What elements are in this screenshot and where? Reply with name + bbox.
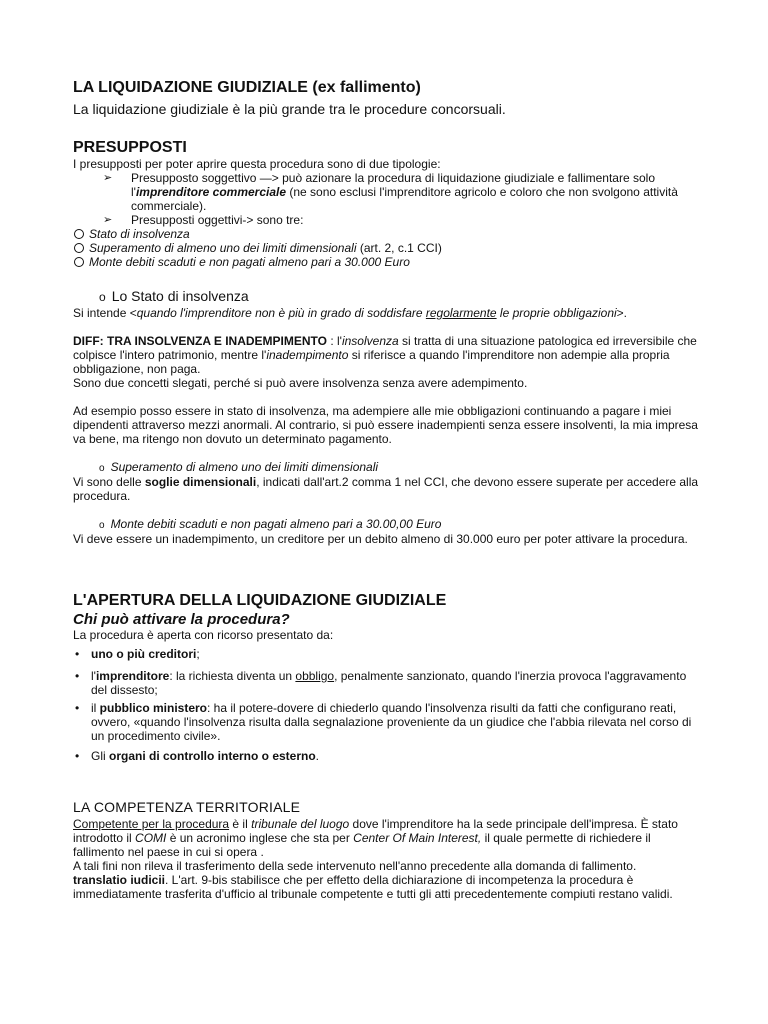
monte-block — [73, 532, 703, 546]
bullet-icon: • — [75, 647, 80, 661]
apertura-subheading: Chi può attivare la procedura? — [73, 611, 290, 628]
presupposti-block — [73, 157, 703, 269]
circle-item-superamento: Superamento di almeno uno dei limiti dimensionali (art. 2, c.1 CCI) — [73, 241, 703, 255]
presupposti-lead: I presupposti per poter aprire questa procedura sono di due tipologie: — [73, 157, 441, 171]
presupposti-heading: PRESUPPOSTI — [73, 139, 187, 156]
apertura-lead: La procedura è aperta con ricorso presentato da: — [73, 628, 334, 642]
monte-heading: o Monte debiti scaduti e non pagati almeno pari a 30.00,00 Euro — [99, 517, 442, 531]
circle-bullet-icon — [74, 257, 84, 267]
insolvenza-definition: Si intende <quando l'imprenditore non è più in grado di soddisfare regolarmente le proprie obbligazioni>. — [73, 306, 628, 320]
diff-block — [73, 334, 703, 390]
intro-text: La liquidazione giudiziale è la più grande tra le procedure concorsuali. — [73, 101, 506, 117]
bullet-icon: • — [75, 749, 80, 763]
circle-bullet-icon — [74, 243, 84, 253]
superamento-block — [73, 475, 703, 503]
superamento-heading: o Superamento di almeno uno dei limiti dimensionali — [99, 460, 379, 474]
apertura-heading: L'APERTURA DELLA LIQUIDAZIONE GIUDIZIALE — [73, 592, 447, 609]
arrow-bullet-icon: ➢ — [103, 172, 113, 184]
circle-item-monte-debiti: Monte debiti scaduti e non pagati almeno pari a 30.000 Euro — [73, 255, 703, 269]
superamento-text: Vi sono delle soglie dimensionali, indicati dall'art.2 comma 1 nel CCI, che devono essere superate per accedere alla procedura. — [73, 475, 699, 503]
insolvenza-heading: o Lo Stato di insolvenza — [99, 288, 249, 304]
competenza-paragraph-3: translatio iudicii. L'art. 9-bis stabilisce che per effetto della dichiarazione di incompetenza la procedura è immediatamente trasferita d'ufficio al tribunale competente e tutti gli atti precedentemente compiuti restano validi. — [73, 873, 673, 901]
example-block — [73, 404, 703, 446]
arrow-item-soggettivo: ➢ Presupposto soggettivo —> può azionare la procedura di liquidazione giudiziale e fallimentare solo l'imprenditore commerciale (ne sono esclusi l'imprenditore agricolo e coloro che non svolgono attività commerciale). — [103, 171, 678, 213]
arrow-bullet-icon: ➢ — [103, 214, 113, 226]
competenza-block — [73, 817, 703, 901]
list-item-organi-controllo: • Gli organi di controllo interno o esterno. — [75, 749, 320, 763]
competenza-heading: LA COMPETENZA TERRITORIALE — [73, 799, 301, 815]
list-item-pubblico-ministero: • il pubblico ministero: ha il potere-dovere di chiederlo quando l'insolvenza risulti da fatti che configurano reati, ovvero, «quando l'insolvenza risulta dalla segnalazione proveniente da un giudice che l'abbia rilevata nel corso di un procedimento civile». — [75, 701, 692, 743]
document-title: LA LIQUIDAZIONE GIUDIZIALE (ex fallimento) — [73, 79, 421, 96]
apertura-block — [73, 628, 703, 763]
competenza-paragraph-2: A tali fini non rileva il trasferimento della sede intervenuto nell'anno precedente alla domanda di fallimento. — [73, 859, 637, 873]
list-item-creditori: • uno o più creditori; — [75, 647, 200, 661]
bullet-icon: • — [75, 701, 80, 715]
circle-bullet-icon — [74, 229, 84, 239]
competenza-paragraph-1: Competente per la procedura è il tribunale del luogo dove l'imprenditore ha la sede principale dell'impresa. È stato introdotto il COMI è un acronimo inglese che sta per Center Of Main Interest, il quale permette di richiedere il fallimento nel paese in cui si opera . — [73, 817, 678, 859]
bullet-icon: • — [75, 669, 80, 683]
arrow-item-oggettivi: ➢ Presupposti oggettivi-> sono tre: — [103, 213, 304, 227]
monte-text: Vi deve essere un inadempimento, un creditore per un debito almeno di 30.000 euro per poter attivare la procedura. — [73, 532, 688, 546]
insolvenza-block — [73, 306, 703, 320]
diff-note: Sono due concetti slegati, perché si può avere insolvenza senza avere adempimento. — [73, 376, 528, 390]
example-paragraph: Ad esempio posso essere in stato di insolvenza, ma adempiere alle mie obbligazioni continuando a pagare i miei dipendenti attraverso mezzi anormali. Al contrario, si può essere inadempienti senza essere insolventi, la mia impresa va bene, ma ritengo non dovuto un determinato pagamento. — [73, 404, 698, 446]
circle-item-insolvenza: Stato di insolvenza — [73, 227, 703, 241]
list-item-imprenditore: • l'imprenditore: la richiesta diventa un obbligo, penalmente sanzionato, quando l'inerzia provoca l'aggravamento del dissesto; — [75, 669, 687, 697]
diff-paragraph: DIFF: TRA INSOLVENZA E INADEMPIMENTO : l'insolvenza si tratta di una situazione patologica ed irreversibile che colpisce l'intero patrimonio, mentre l'inadempimento si riferisce a quando l'imprenditore non adempie alla propria obbligazione, non paga. — [73, 334, 697, 376]
